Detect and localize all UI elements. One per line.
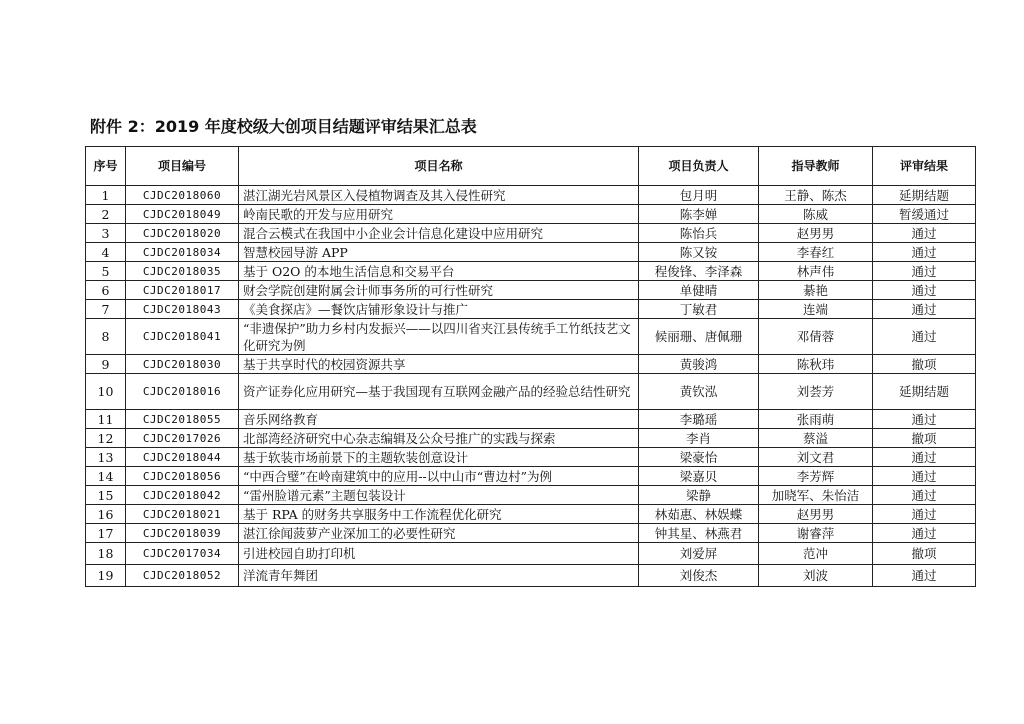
cell-leader: 陈又铵 [639,243,759,262]
cell-code: CJDC2018049 [126,205,239,224]
cell-result: 通过 [873,486,976,505]
cell-seq: 1 [86,186,126,205]
cell-code: CJDC2018060 [126,186,239,205]
cell-seq: 7 [86,300,126,319]
cell-code: CJDC2018035 [126,262,239,281]
cell-result: 通过 [873,524,976,543]
cell-name: 引进校园自助打印机 [239,543,639,565]
document-title: 附件 2：2019 年度校级大创项目结题评审结果汇总表 [90,117,477,136]
cell-leader: 程俊锋、李泽森 [639,262,759,281]
cell-seq: 18 [86,543,126,565]
table-row [86,262,976,281]
cell-advisor: 陈秋玮 [759,355,873,374]
table-row [86,467,976,486]
cell-advisor: 谢睿萍 [759,524,873,543]
cell-code: CJDC2018030 [126,355,239,374]
cell-advisor: 刘文君 [759,448,873,467]
results-table [85,146,976,587]
cell-advisor: 邓倩蓉 [759,319,873,355]
table-row [86,429,976,448]
cell-name: 财会学院创建附属会计师事务所的可行性研究 [239,281,639,300]
cell-seq: 5 [86,262,126,281]
cell-leader: 钟其星、林燕君 [639,524,759,543]
cell-name: 岭南民歌的开发与应用研究 [239,205,639,224]
cell-result: 暂缓通过 [873,205,976,224]
header-advisor: 指导教师 [759,147,873,186]
cell-advisor: 刘荟芳 [759,374,873,410]
cell-name: 混合云模式在我国中小企业会计信息化建设中应用研究 [239,224,639,243]
cell-advisor: 王静、陈杰 [759,186,873,205]
cell-name: 基于共享时代的校园资源共享 [239,355,639,374]
cell-code: CJDC2018034 [126,243,239,262]
cell-code: CJDC2018020 [126,224,239,243]
cell-name: “非遗保护”助力乡村内发振兴——以四川省夹江县传统手工竹纸技艺文化研究为例 [239,319,639,355]
cell-leader: 包月明 [639,186,759,205]
table-row [86,224,976,243]
cell-result: 通过 [873,319,976,355]
cell-name: 《美食探店》—餐饮店铺形象设计与推广 [239,300,639,319]
table-row [86,543,976,565]
cell-name: 北部湾经济研究中心杂志编辑及公众号推广的实践与探索 [239,429,639,448]
table-row [86,565,976,587]
cell-advisor: 刘波 [759,565,873,587]
cell-seq: 14 [86,467,126,486]
cell-code: CJDC2018016 [126,374,239,410]
cell-advisor: 赵男男 [759,505,873,524]
cell-name: 基于 O2O 的本地生活信息和交易平台 [239,262,639,281]
cell-name: 湛江徐闻菠萝产业深加工的必要性研究 [239,524,639,543]
header-row [86,147,976,186]
cell-result: 撤项 [873,355,976,374]
cell-advisor: 林声伟 [759,262,873,281]
cell-leader: 林茹惠、林娱蝶 [639,505,759,524]
cell-advisor: 连端 [759,300,873,319]
cell-seq: 11 [86,410,126,429]
cell-seq: 4 [86,243,126,262]
table-row [86,448,976,467]
cell-advisor: 綦艳 [759,281,873,300]
table-body [86,186,976,587]
table-row [86,243,976,262]
cell-result: 通过 [873,281,976,300]
cell-code: CJDC2018041 [126,319,239,355]
table-row [86,505,976,524]
cell-leader: 丁敏君 [639,300,759,319]
cell-name: 湛江湖光岩风景区入侵植物调查及其入侵性研究 [239,186,639,205]
cell-code: CJDC2017034 [126,543,239,565]
cell-code: CJDC2018039 [126,524,239,543]
cell-seq: 9 [86,355,126,374]
cell-result: 通过 [873,300,976,319]
cell-code: CJDC2018056 [126,467,239,486]
cell-seq: 6 [86,281,126,300]
table-row [86,281,976,300]
cell-result: 通过 [873,505,976,524]
cell-result: 延期结题 [873,374,976,410]
cell-result: 通过 [873,224,976,243]
table-row [86,410,976,429]
cell-leader: 梁豪怡 [639,448,759,467]
cell-code: CJDC2018021 [126,505,239,524]
cell-name: 洋流青年舞团 [239,565,639,587]
cell-seq: 12 [86,429,126,448]
cell-code: CJDC2018042 [126,486,239,505]
header-leader: 项目负责人 [639,147,759,186]
cell-code: CJDC2018043 [126,300,239,319]
cell-name: 基于软装市场前景下的主题软装创意设计 [239,448,639,467]
cell-advisor: 李春红 [759,243,873,262]
table-row [86,355,976,374]
cell-name: 智慧校园导游 APP [239,243,639,262]
cell-leader: 刘俊杰 [639,565,759,587]
table-row [86,374,976,410]
cell-leader: 梁静 [639,486,759,505]
cell-name: 资产证券化应用研究—基于我国现有互联网金融产品的经验总结性研究 [239,374,639,410]
cell-leader: 黄钦泓 [639,374,759,410]
cell-leader: 李肖 [639,429,759,448]
cell-advisor: 陈威 [759,205,873,224]
header-code: 项目编号 [126,147,239,186]
header-name: 项目名称 [239,147,639,186]
cell-advisor: 赵男男 [759,224,873,243]
table-row [86,524,976,543]
table-row [86,186,976,205]
cell-advisor: 张雨萌 [759,410,873,429]
cell-leader: 李璐瑶 [639,410,759,429]
cell-leader: 候丽珊、唐佩珊 [639,319,759,355]
table-row [86,205,976,224]
cell-result: 延期结题 [873,186,976,205]
cell-seq: 2 [86,205,126,224]
cell-advisor: 李芳辉 [759,467,873,486]
cell-code: CJDC2018044 [126,448,239,467]
cell-name: “中西合璧”在岭南建筑中的应用--以中山市“曹边村”为例 [239,467,639,486]
cell-leader: 陈怡兵 [639,224,759,243]
cell-seq: 3 [86,224,126,243]
cell-code: CJDC2018055 [126,410,239,429]
table-row [86,486,976,505]
cell-code: CJDC2017026 [126,429,239,448]
cell-result: 通过 [873,410,976,429]
cell-result: 撤项 [873,429,976,448]
table-row [86,300,976,319]
cell-seq: 13 [86,448,126,467]
cell-result: 撤项 [873,543,976,565]
cell-result: 通过 [873,565,976,587]
cell-advisor: 加晓军、朱怡洁 [759,486,873,505]
cell-leader: 单健晴 [639,281,759,300]
cell-seq: 17 [86,524,126,543]
header-seq: 序号 [86,147,126,186]
cell-leader: 黄骏鸿 [639,355,759,374]
cell-result: 通过 [873,448,976,467]
cell-seq: 8 [86,319,126,355]
cell-seq: 15 [86,486,126,505]
cell-leader: 梁嘉贝 [639,467,759,486]
cell-name: 音乐网络教育 [239,410,639,429]
header-result: 评审结果 [873,147,976,186]
cell-leader: 刘爱屏 [639,543,759,565]
cell-code: CJDC2018052 [126,565,239,587]
cell-advisor: 范冲 [759,543,873,565]
cell-name: 基于 RPA 的财务共享服务中工作流程优化研究 [239,505,639,524]
cell-seq: 19 [86,565,126,587]
cell-code: CJDC2018017 [126,281,239,300]
cell-result: 通过 [873,467,976,486]
table-row [86,319,976,355]
cell-seq: 16 [86,505,126,524]
cell-result: 通过 [873,262,976,281]
cell-name: “雷州脸谱元素”主题包装设计 [239,486,639,505]
cell-leader: 陈李婵 [639,205,759,224]
cell-advisor: 蔡溢 [759,429,873,448]
cell-seq: 10 [86,374,126,410]
cell-result: 通过 [873,243,976,262]
